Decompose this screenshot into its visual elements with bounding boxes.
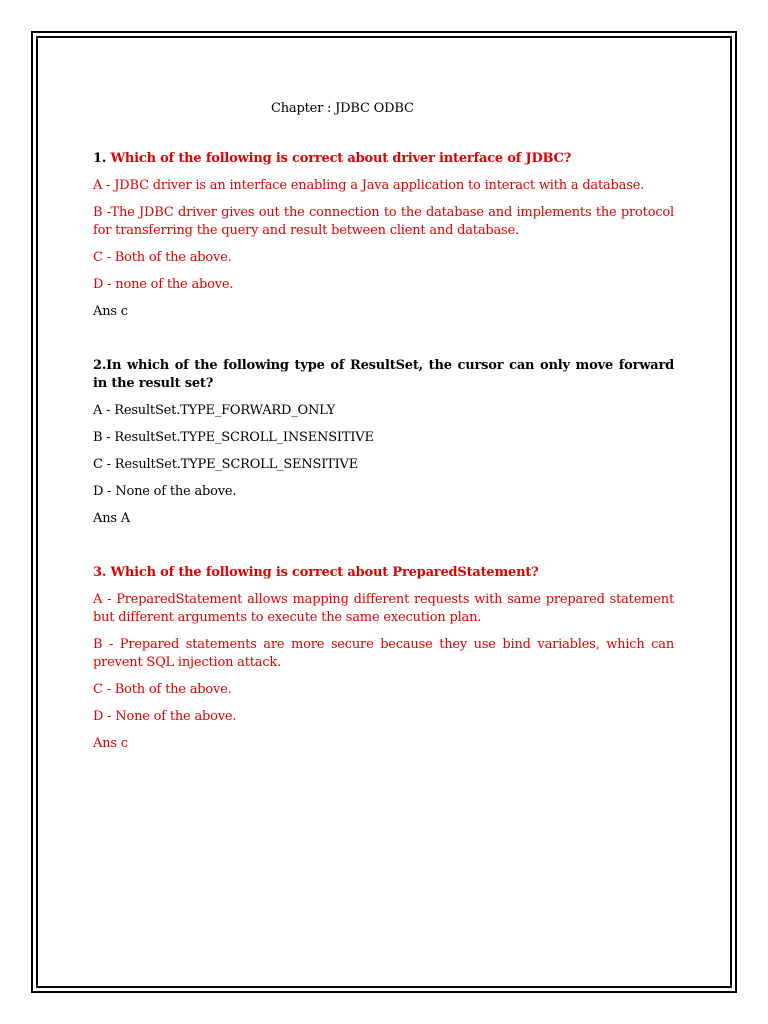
question-2-option-a: A - ResultSet.TYPE_FORWARD_ONLY <box>93 403 336 418</box>
question-2-text: In which of the following type of ResultSet, the cursor can only move forward in the result set? <box>93 358 674 391</box>
question-3-text: Which of the following is correct about PreparedStatement? <box>110 565 539 580</box>
question-3-option-a: A - PreparedStatement allows mapping different requests with same prepared statement but different arguments to execute the same execution plan. <box>93 592 674 625</box>
question-2-number: 2. <box>93 358 107 373</box>
question-block-3 <box>93 564 674 753</box>
question-block-1 <box>93 150 674 321</box>
question-1-heading <box>93 150 674 168</box>
question-1-number: 1. <box>93 151 107 166</box>
question-1-option-d: D - none of the above. <box>93 277 234 292</box>
chapter-title: Chapter : JDBC ODBC <box>271 101 414 116</box>
question-1-option-a: A - JDBC driver is an interface enabling a Java application to interact with a database. <box>93 178 645 193</box>
question-block-2 <box>93 357 674 528</box>
question-2-option-c: C - ResultSet.TYPE_SCROLL_SENSITIVE <box>93 457 359 472</box>
question-2-option-b: B - ResultSet.TYPE_SCROLL_INSENSITIVE <box>93 430 374 445</box>
question-3-answer: Ans c <box>93 736 128 751</box>
question-1-option-c: C - Both of the above. <box>93 250 232 265</box>
question-3-number: 3. <box>93 565 107 580</box>
question-3-heading <box>93 564 674 582</box>
question-2-heading <box>93 357 674 393</box>
question-1-text: Which of the following is correct about driver interface of JDBC? <box>110 151 572 166</box>
question-3-option-c: C - Both of the above. <box>93 682 232 697</box>
question-2-answer: Ans A <box>93 511 130 526</box>
question-3-option-d: D - None of the above. <box>93 709 237 724</box>
question-1-answer: Ans c <box>93 304 128 319</box>
question-2-option-d: D - None of the above. <box>93 484 237 499</box>
question-1-option-b: B -The JDBC driver gives out the connection to the database and implements the protocol for transferring the query and result between client and database. <box>93 205 674 238</box>
question-3-option-b: B - Prepared statements are more secure because they use bind variables, which can prevent SQL injection attack. <box>93 637 674 670</box>
document-body <box>93 100 674 789</box>
